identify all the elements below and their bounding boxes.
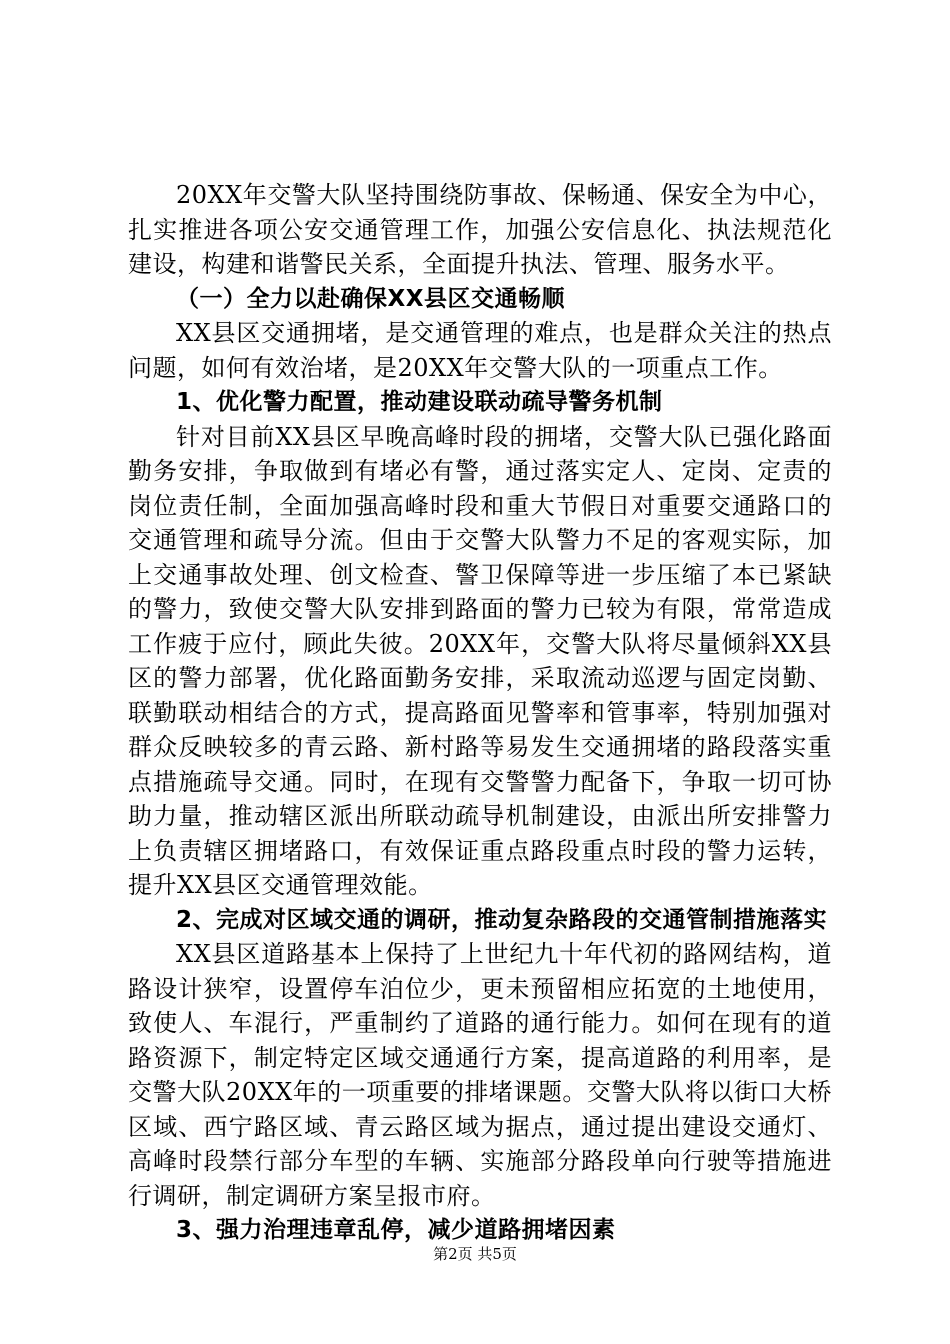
section-heading-1: （一）全力以赴确保XX县区交通畅顺 xyxy=(176,285,565,312)
intro-paragraph: 20XX年交警大队坚持围绕防事故、保畅通、保安全为中心，扎实推进各项公安交通管理工作，加强公安信息化、执法规范化建设，构建和谐警民关系，全面提升执法、管理、服务水平。 xyxy=(128,181,832,278)
section-1-paragraph: XX县区交通拥堵，是交通管理的难点，也是群众关注的热点问题，如何有效治堵，是20XX年交警大队的一项重点工作。 xyxy=(128,319,832,382)
subheading-1: 1、优化警力配置，推动建设联动疏导警务机制 xyxy=(176,389,663,415)
subheading-3: 3、强力治理违章乱停，减少道路拥堵因素 xyxy=(176,1217,616,1243)
page-footer: 第2页 共5页 xyxy=(433,1245,517,1263)
subheading-1-paragraph: 针对目前XX县区早晚高峰时段的拥堵，交警大队已强化路面勤务安排，争取做到有堵必有警，通过落实定人、定岗、定责的岗位责任制，全面加强高峰时段和重大节假日对重要交通路口的交通管理和疏导分流。但由于交警大队警力不足的客观实际，加上交通事故处理、创文检查、警卫保障等进一步压缩了本已紧缺的警力，致使交警大队安排到路面的警力已较为有限，常常造成工作疲于应付，顾此失彼。20XX年，交警大队将尽量倾斜XX县区的警力部署，优化路面勤务安排，采取流动巡逻与固定岗勤、联勤联动相结合的方式，提高路面见警率和管事率，特别加强对群众反映较多的青云路、新村路等易发生交通拥堵的路段落实重点措施疏导交通。同时，在现有交警警力配备下，争取一切可协助力量，推动辖区派出所联动疏导机制建设，由派出所安排警力上负责辖区拥堵路口，有效保证重点路段重点时段的警力运转，提升XX县区交通管理效能。 xyxy=(128,422,832,899)
document-body xyxy=(128,178,832,1248)
subheading-2-paragraph: XX县区道路基本上保持了上世纪九十年代初的路网结构，道路设计狭窄，设置停车泊位少，更未预留相应拓宽的土地使用，致使人、车混行，严重制约了道路的通行能力。如何在现有的道路资源下，制定特定区域交通通行方案，提高道路的利用率，是交警大队20XX年的一项重要的排堵课题。交警大队将以街口大桥区域、西宁路区域、青云路区域为据点，通过提出建设交通灯、高峰时段禁行部分车型的车辆、实施部分路段单向行驶等措施进行调研，制定调研方案呈报市府。 xyxy=(128,940,832,1210)
subheading-2: 2、完成对区域交通的调研，推动复杂路段的交通管制措施落实 xyxy=(176,906,828,933)
